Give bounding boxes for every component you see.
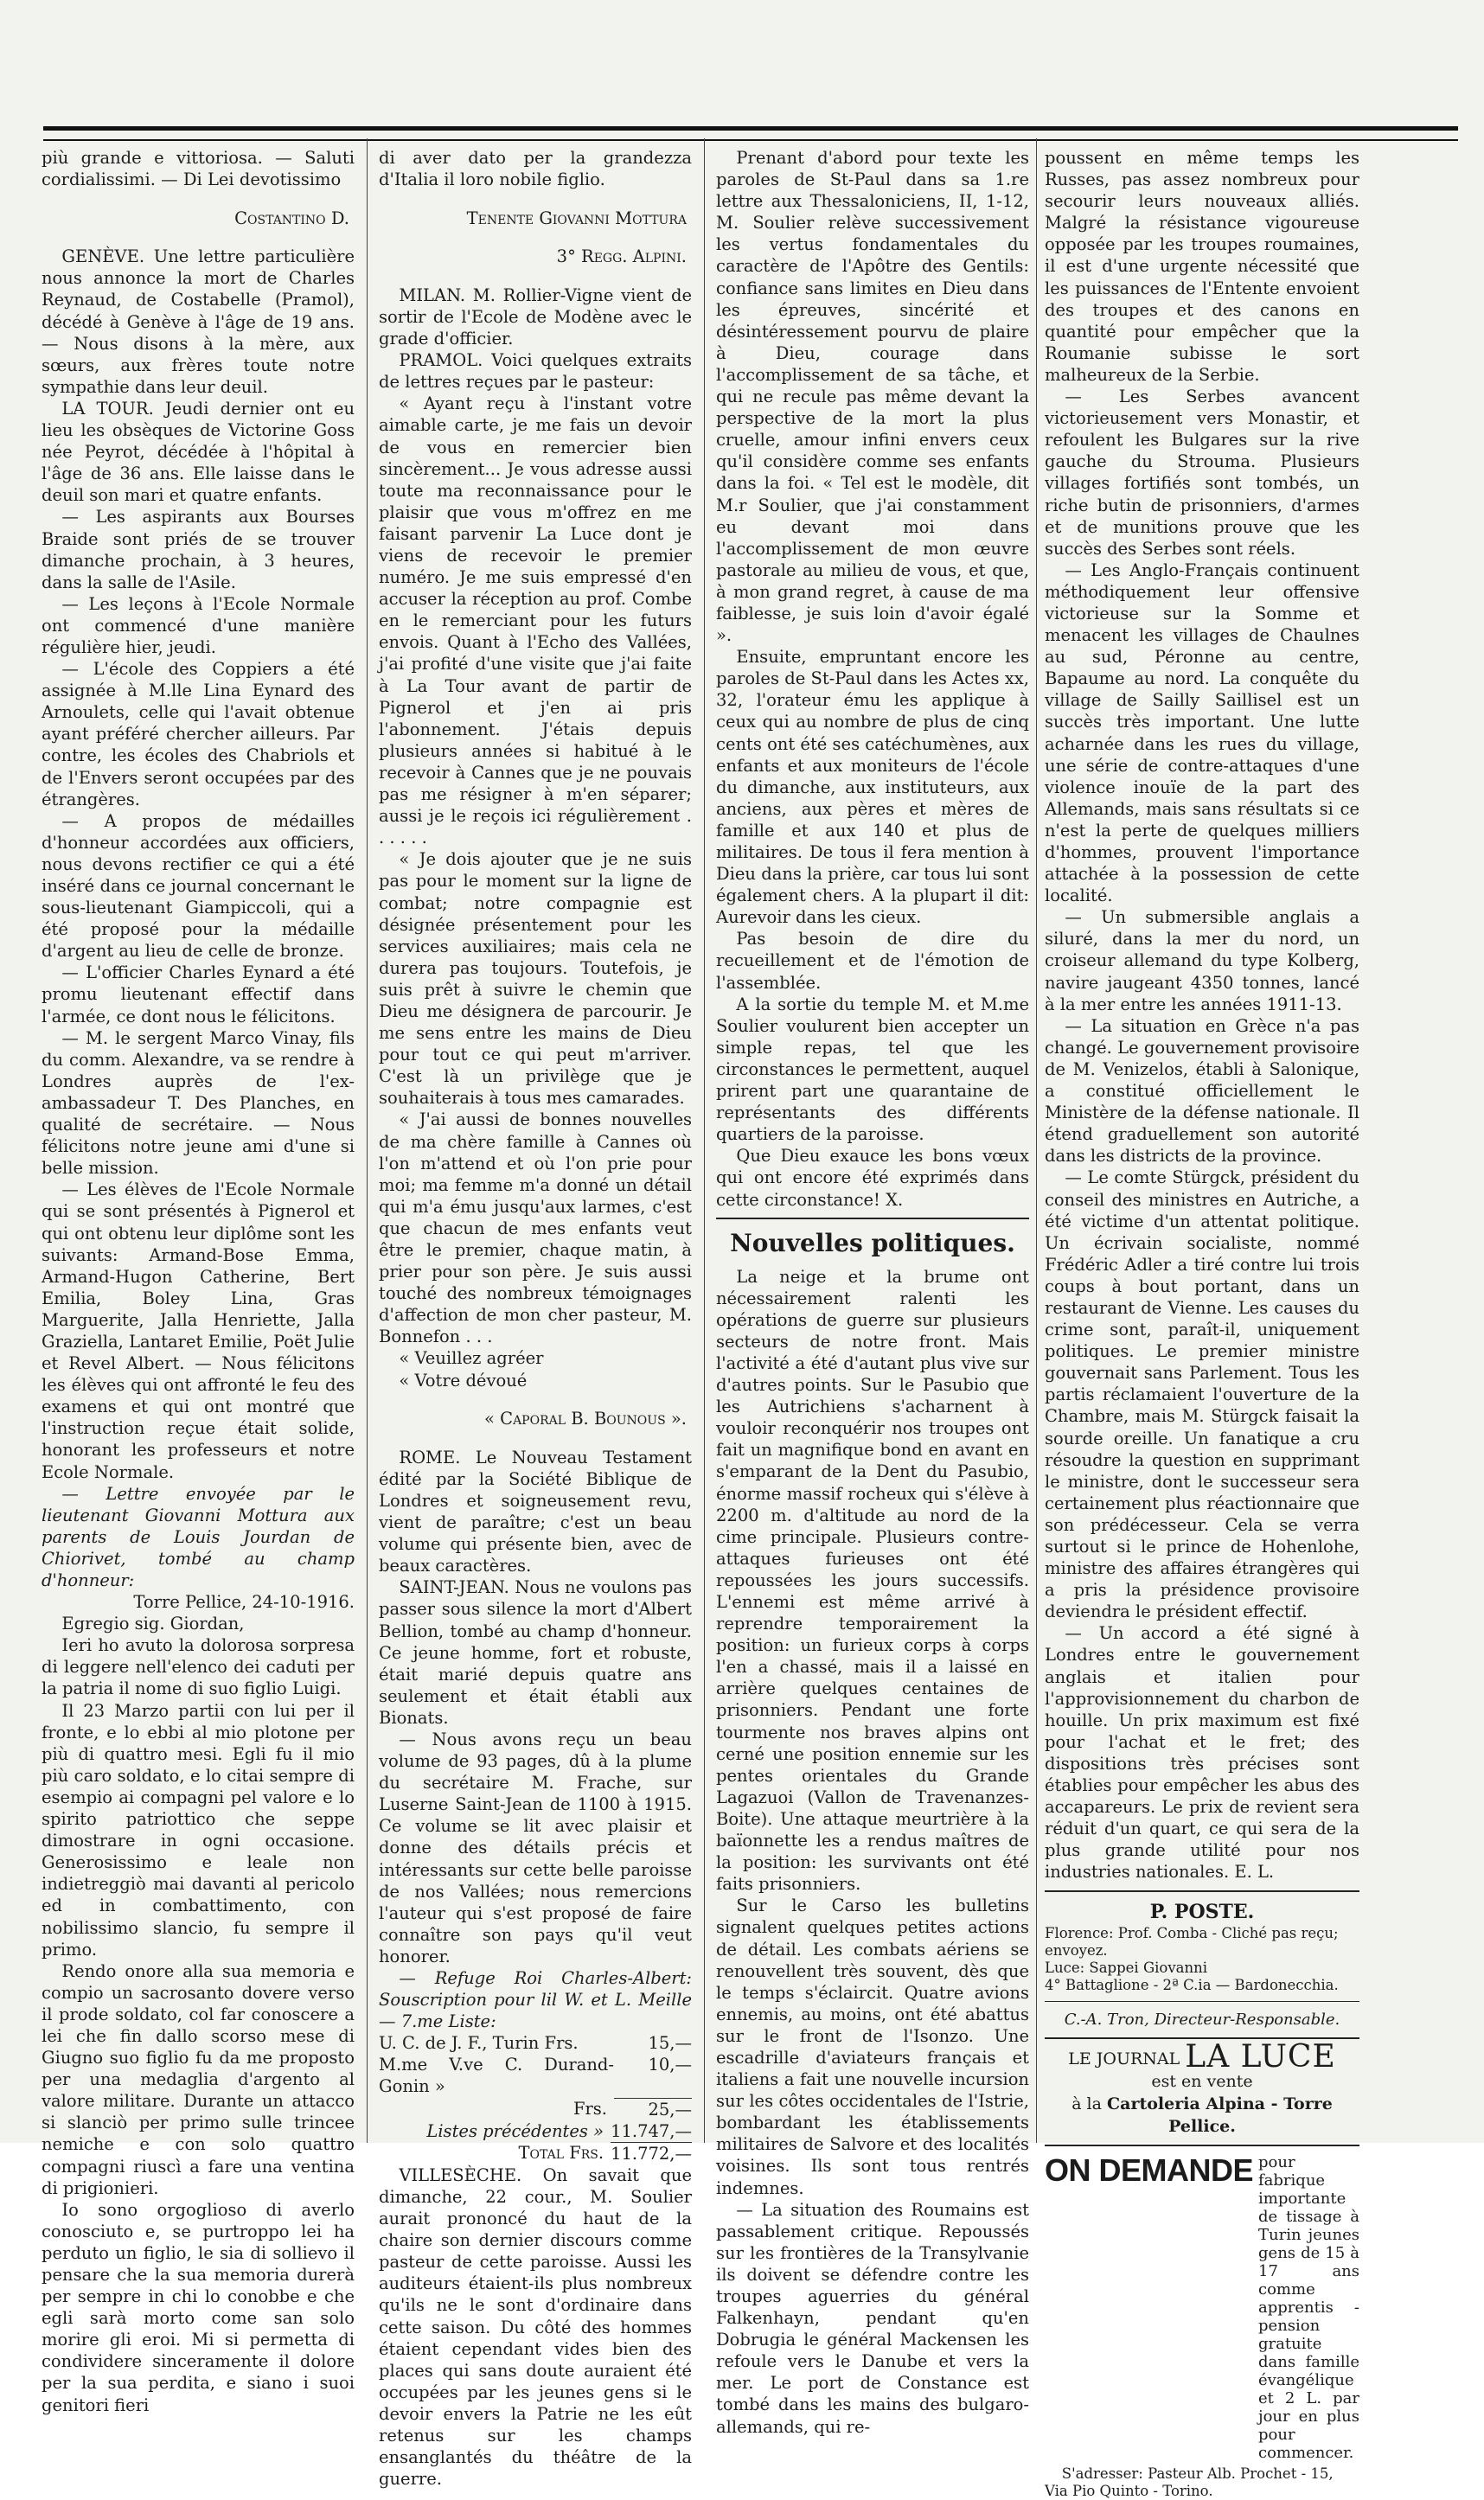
poste-notes xyxy=(1045,1925,1359,1994)
paragraph: Sur le Carso les bulletins signalent quelques petites actions de détail. Les combats aériens se renouvellent très souvent, dès que le temps s'éclaircit. Quatre avions ennemis, au moins, ont été abattus sur le front de l'Isonzo. Une escadrille d'aviateurs français et italiens a fait une nouvelle incursion sur les côtes occidentales de l'Istrie, bombardant les établissements militaires de Salvore et des localités voisines. Ils sont tous rentrés indemnes. xyxy=(716,1896,1029,2198)
poste-line: 4° Battaglione - 2ª C.ia — Bardonecchia. xyxy=(1045,1976,1339,1993)
la-luce-ad xyxy=(1045,2038,1359,2138)
header-rule xyxy=(43,126,1458,141)
subscription-amount: 10,— xyxy=(648,2055,692,2075)
subscription-amount: 11.772,— xyxy=(611,2143,692,2164)
paragraph: — Un submersible anglais a siluré, dans la mer du nord, un croiseur allemand du type Kolberg, navire jaugeant 4350 tonnes, lancé à la mer entre les années 1911-13. xyxy=(1045,907,1359,1014)
poste-line: Florence: Prof. Comba - Cliché pas reçu; envoyez. xyxy=(1045,1924,1339,1959)
paragraph: PRAMOL. Voici quelques extraits de lettres reçues par le pasteur: xyxy=(379,350,692,393)
subscription-label: M.me V.ve C. Durand-Gonin » xyxy=(379,2055,614,2097)
paragraph: più grande e vittoriosa. — Saluti cordialissimi. — Di Lei devotissimo xyxy=(42,148,355,190)
column-3 xyxy=(716,147,1029,2437)
ad-address: S'adresser: Pasteur Alb. Prochet - 15, Via Pio Quinto - Torino. xyxy=(1045,2465,1334,2499)
paragraph: — Un accord a été signé à Londres entre le gouvernement anglais et italien pour l'approvisionnement du charbon de houille. Un prix maximum est fixé pour l'achat et le fret; des dispositions très précises sont établies pour empêcher les abus des accapareurs. Le prix de revient sera réduit d'un quart, ce qui sera de la plus grande utilité pour nos industries nationales. E. L. xyxy=(1045,1623,1359,1883)
paragraph: — L'école des Coppiers a été assignée à M.lle Lina Eynard des Arnoulets, celle qui l'avait obtenue ayant préféré chercher ailleurs. Par contre, les écoles des Chabriols et de l'Envers seront occupées par des étrangères. xyxy=(42,659,355,809)
paragraph: « J'ai aussi de bonnes nouvelles de ma chère famille à Cannes où l'on m'attend et où l'on prie pour moi; ma femme m'a donné un détail qui m'a ému jusqu'aux larmes, c'est que chacun de mes enfants veut être le premier, chaque matin, à prier pour son père. Je suis aussi touché des nombreux témoignages d'affection de mon cher pasteur, M. Bonnefon . . . xyxy=(379,1109,692,1347)
subscription-amount: 25,— xyxy=(614,2098,692,2120)
divider xyxy=(1045,2145,1359,2146)
column-4 xyxy=(1045,147,1359,2499)
subscription-row xyxy=(379,2098,692,2120)
paragraph: — Le comte Stürgck, président du conseil des ministres en Autriche, a été victime d'un attentat politique. Un écrivain socialiste, nommé Frédéric Adler a tiré contre lui trois coups à bout portant, dans un restaurant de Vienne. Les causes du crime sont, paraît-il, uniquement politiques. Le premier ministre gouvernait sans Parlement. Tous les partis réclamaient l'ouverture de la Chambre, mais M. Stürgck faisait la sourde oreille. Un fanatique a cru résoudre la question en supprimant le ministre, dont le successeur sera certainement plus réactionnaire que son prédécesseur. Cela se verra surtout si le prince de Hohenlohe, ministre des affaires étrangères qui a pris la présidence provisoire deviendra le président effectif. xyxy=(1045,1167,1359,1622)
paragraph: « Je dois ajouter que je ne suis pas pour le moment sur la ligne de combat; notre compagnie est désignée présentement pour les services auxiliaires; mais cela ne durera pas toujours. Toutefois, je suis prêt à suivre le chemin que Dieu me désignera de parcourir. Je me sens entre les mains de Dieu pour tout ce qui peut m'arriver. C'est là un privilège que je souhaiterais à tous mes camarades. xyxy=(379,849,692,1109)
paragraph: — A propos de médailles d'honneur accordées aux officiers, nous devons rectifier ce qui a été inséré dans ce journal concernant le sous-lieutenant Giampiccoli, qui a été proposé pour la médaille d'argent au lieu de celle de bronze. xyxy=(42,810,355,962)
subscription-label: U. C. de J. F., Turin Frs. xyxy=(379,2033,579,2054)
ad-headline: ON DEMANDE xyxy=(1045,2152,1254,2188)
subscription-list xyxy=(379,2032,692,2164)
paragraph: — Les Serbes avancent victorieusement vers Monastir, et refoulent les Bulgares sur la rive gauche du Strouma. Plusieurs villages fortifiés sont tombés, un riche butin de prisonniers, d'armes et de munitions prouve que les succès des Serbes sont réels. xyxy=(1045,387,1359,559)
section-rule xyxy=(716,1218,1029,1219)
ad-shop: Cartoleria Alpina - Torre Pellice. xyxy=(1107,2094,1333,2136)
subscription-row xyxy=(379,2142,692,2164)
ad-text: LE JOURNAL xyxy=(1068,2049,1180,2068)
paragraph: — Nous avons reçu un beau volume de 93 pages, dû à la plume du secrétaire M. Frache, sur Luserne Saint-Jean de 1100 à 1915. Ce volume se lit avec plaisir et donne des détails précis et intéressants sur cette belle paroisse de nos Vallées; nous remercions l'auteur qui s'est proposé de faire connaître son pays qu'il veut honorer. xyxy=(379,1729,692,1966)
politics-heading: Nouvelles politiques. xyxy=(730,1228,1015,1257)
subscription-row xyxy=(379,2054,692,2097)
paragraph: Tenente Giovanni Mottura xyxy=(466,208,687,228)
paragraph: Que Dieu exauce les bons vœux qui ont encore été exprimés dans cette circonstance! X. xyxy=(716,1146,1029,1210)
poste-heading: P. POSTE. xyxy=(1149,1900,1255,1923)
subscription-amount: 11.747,— xyxy=(611,2120,692,2141)
subscription-row xyxy=(379,2032,692,2054)
on-demande-ad xyxy=(1045,2153,1359,2462)
section-rule xyxy=(1045,1890,1359,1892)
divider xyxy=(1045,2001,1359,2002)
paragraph: « Ayant reçu à l'instant votre aimable carte, je me fais un devoir de vous en remercier bien sincèrement... Je vous adresse aussi toute ma reconnaissance pour le plaisir que vous m'offrez en me faisant parvenir La Luce dont je viens de recevoir le premier numéro. Je me suis empressé d'en accuser la réception au prof. Combe en le remerciant pour les futurs envois. Quant à l'Echo des Vallées, j'ai profité d'une visite que j'ai faite à La Tour avant de partir de Pignerol et j'en ai pris l'abonnement. J'étais depuis plusieurs années si habitué à le recevoir à Cannes que je ne pouvais pas me résigner à m'en séparer; aussi je le reçois ici régulièrement . . . . . . xyxy=(379,393,692,848)
paragraph: Pas besoin de dire du recueillement et de l'émotion de l'assemblée. xyxy=(716,929,1029,993)
column-rule xyxy=(367,138,368,2143)
paragraph: — Les leçons à l'Ecole Normale ont commencé d'une manière régulière hier, jeudi. xyxy=(42,593,355,657)
paragraph: Ensuite, empruntant encore les paroles de St-Paul dans les Actes xx, 32, l'orateur ému les applique à ceux qui au nombre de plus de cinq cents ont été ses catéchumènes, aux enfants et aux moniteurs de l'école du dimanche, aux instituteurs, aux anciens, aux pères et mères de famille et aux 140 et plus de militaires. De tous il fera mention à Dieu dans la prière, car tous lui sont également chers. A la plupart il dit: Aurevoir dans les cieux. xyxy=(716,647,1029,928)
subscription-label: Listes précédentes » xyxy=(426,2120,604,2141)
ad-text: à la xyxy=(1071,2094,1102,2113)
paragraph: MILAN. M. Rollier-Vigne vient de sortir de l'Ecole de Modène avec le grade d'officier. xyxy=(379,285,692,349)
paragraph: Rendo onore alla sua memoria e compio un sacrosanto dovere verso il prode soldato, col far conoscere a lei che fin dallo scorso mese di Giugno suo figlio fu da me proposto per una medaglia d'argento al valore militare. Durante un attacco si slanciò per primo sulle trincee nemiche e con solo quattro compagni riuscì a fare una ventina di prigionieri. xyxy=(42,1960,355,2198)
paragraph: — Refuge Roi Charles-Albert: Souscription pour lil W. et L. Meille — 7.me Liste: xyxy=(379,1968,692,2032)
paragraph: — M. le sergent Marco Vinay, fils du comm. Alexandre, va se rendre à Londres auprès de l'ex-ambassadeur T. Des Planches, en qualité de secrétaire. — Nous félicitons notre jeune ami d'une si belle mission. xyxy=(42,1027,355,1179)
director-line: C.-A. Tron, Directeur-Responsable. xyxy=(1064,2010,1340,2029)
paragraph: 3° Regg. Alpini. xyxy=(556,246,687,267)
paragraph: « Caporal B. Bounous ». xyxy=(484,1409,687,1429)
paragraph: GENÈVE. Une lettre particulière nous annonce la mort de Charles Reynaud, de Costabelle (Pramol), décédé à Genève à l'âge de 19 ans. — Nous disons à la mère, aux sœurs, aux frères toute notre sympathie dans leur deuil. xyxy=(42,246,355,397)
paragraph: — Les élèves de l'Ecole Normale qui se sont présentés à Pignerol et qui ont obtenu leur diplôme sont les suivants: Armand-Bose Emma, Armand-Hugon Catherine, Bert Emilia, Boley Lina, Gras Marguerite, Jalla Henriette, Jalla Graziella, Lantaret Emilie, Poët Julie et Revel Albert. — Nous félicitons les élèves qui ont affronté le feu des examens et qui ont montré que l'instruction reçue était solide, honorant les professeurs et notre Ecole Normale. xyxy=(42,1180,355,1482)
column-rule xyxy=(704,138,705,2143)
paragraph: « Votre dévoué xyxy=(399,1370,528,1391)
subscription-amount: 15,— xyxy=(648,2033,692,2054)
paragraph: — La situation des Roumains est passablement critique. Repoussés sur les frontières de la Transylvanie ils doivent se défendre contre les troupes aguerries du général Falkenhayn, pendant qu'en Dobrugia le général Mackensen les refoule vers le Danube et vers la mer. Le port de Constance est tombé dans les mains des bulgaro-allemands, qui re- xyxy=(716,2199,1029,2437)
paragraph: — Les Anglo-Français continuent méthodiquement leur offensive victorieuse sur la Somme et menacent les villages de Chaulnes au sud, Péronne au centre, Bapaume au nord. La conquête du village de Sailly Saillisel est un succès très important. Une lutte acharnée dans les rues du village, une série de contre-attaques d'une violence inouïe de la part des Allemands, mais sans résultats si ce n'est la perte de quelques milliers d'hommes, prouvent l'importance attachée à la possession de cette localité. xyxy=(1045,559,1359,906)
paragraph: poussent en même temps les Russes, pas assez nombreux pour secourir leurs nouveaux alliés. Malgré la résistance vigoureuse opposée par les troupes roumaines, il est d'une urgente nécessité que les puissances de l'Entente envoient des troupes et des canons en quantité pour empêcher que la Roumanie subisse le sort malheureux de la Serbie. xyxy=(1045,148,1359,385)
paragraph: Costantino D. xyxy=(234,208,349,228)
column-1 xyxy=(42,147,355,2415)
paragraph: Ieri ho avuto la dolorosa sorpresa di leggere nell'elenco dei caduti per la patria il nome di suo figlio Luigi. xyxy=(42,1635,355,1699)
paragraph: Egregio sig. Giordan, xyxy=(61,1614,245,1634)
paragraph: ROME. Le Nouveau Testament édité par la Société Biblique de Londres et soigneusement revu, vient de paraître; c'est un beau volume qui présente bien, avec de beaux caractères. xyxy=(379,1447,692,1576)
ad-title: LA LUCE xyxy=(1185,2038,1336,2075)
paragraph: Torre Pellice, 24-10-1916. xyxy=(133,1592,355,1613)
subscription-label: Frs. xyxy=(572,2098,607,2119)
paragraph: — La situation en Grèce n'a pas changé. Le gouvernement provisoire de M. Venizelos, établi à Salonique, a constitué officiellement le Ministère de la défense nationale. Il étend graduellement son autorité dans les districts de la province. xyxy=(1045,1015,1359,1167)
paragraph: — Lettre envoyée par le lieutenant Giovanni Mottura aux parents de Louis Jourdan de Chiorivet, tombé au champ d'honneur: xyxy=(42,1483,355,1590)
column-rule xyxy=(1036,138,1037,2143)
poste-line: Luce: Sappei Giovanni xyxy=(1045,1959,1208,1976)
paragraph: di aver dato per la grandezza d'Italia il loro nobile figlio. xyxy=(379,148,692,190)
subscription-row xyxy=(379,2120,692,2142)
paragraph: LA TOUR. Jeudi dernier ont eu lieu les obsèques de Victorine Goss née Peyrot, décédée à l'hôpital à l'âge de 36 ans. Elle laisse dans le deuil son mari et quatre enfants. xyxy=(42,398,355,506)
subscription-label: Total Frs. xyxy=(518,2142,604,2163)
paragraph: Il 23 Marzo partii con lui per il fronte, e lo ebbi al mio plotone per più di quattro mesi. Egli fu il mio più caro soldato, e lo citai sempre di esempio ai compagni pel valore e lo spirito patriottico che seppe dimostrare in ogni occasione. Generosissimo e leale non indietreggiò mai davanti al pericolo ed in combattimento, con nobilissimo slancio, fu sempre il primo. xyxy=(42,1700,355,1960)
ad-body: pour fabrique importante de tissage à Turin jeunes gens de 15 à 17 ans comme apprentis - pension gratuite dans famille évangélique et 2 L. par jour en plus pour commencer. xyxy=(1258,2152,1359,2462)
paragraph: — L'officier Charles Eynard a été promu lieutenant effectif dans l'armée, ce dont nous le félicitons. xyxy=(42,962,355,1026)
paragraph: « Veuillez agréer xyxy=(399,1348,544,1369)
paragraph: Prenant d'abord pour texte les paroles de St-Paul dans sa 1.re lettre aux Thessaloniciens, II, 1-12, M. Soulier relève successivement les vertus fondamentales du caractère de l'Apôtre des Gentils: confiance sans limites en Dieu dans les épreuves, sincérité et désintéressement pourvu de plaire à Dieu, courage dans l'accomplissement de sa tâche, et qui ne recule pas même devant la perspective de la mort la plus cruelle, amour infini envers ceux qu'il considère comme ses enfants dans la foi. « Tel est le modèle, dit M.r Soulier, que j'ai constamment eu devant moi dans l'accomplissement de mon œuvre pastorale au milieu de vous, et que, à mon grand regret, à cause de ma faiblesse, je suis loin d'avoir égalé ». xyxy=(716,148,1029,646)
paragraph: SAINT-JEAN. Nous ne voulons pas passer sous silence la mort d'Albert Bellion, tombé au champ d'honneur. Ce jeune homme, fort et robuste, était marié depuis quatre ans seulement et était établi aux Bionats. xyxy=(379,1577,692,1728)
paragraph: Io sono orgoglioso di averlo conosciuto e, se purtroppo lei ha perduto un figlio, le sia di sollievo il pensare che la sua memoria durerà per sempre in chi lo conobbe e che egli sarà morto come san solo morire gli eroi. Mi si permetta di condividere sinceramente il dolore per la sua perdita, e siano i suoi genitori fieri xyxy=(42,2199,355,2415)
paragraph: La neige et la brume ont nécessairement ralenti les opérations de guerre sur plusieurs secteurs de notre front. Mais l'activité a été d'autant plus vive sur d'autres points. Sur le Pasubio que les Autrichiens s'acharnent à vouloir reconquérir nos troupes ont fait un magnifique bond en avant en s'emparant de la Dent du Pasubio, énorme massif rocheux qui s'élève à 2200 m. d'altitude au nord de la cime principale. Plusieurs contre-attaques furieuses ont été repoussées les jours successifs. L'ennemi est même arrivé à reprendre temporairement la position: un furieux corps à corps l'en a chassé, mais il a laissé en arrière quelques centaines de prisonniers. Pendant une forte tourmente nos braves alpins ont cerné une position ennemie sur les pentes orientales du Grande Lagazuoi (Vallon de Travenanzes-Boite). Une attaque meurtrière à la baïonnette les a rendus maîtres de la position: les survivants ont été faits prisonniers. xyxy=(716,1266,1029,1895)
paragraph: A la sortie du temple M. et M.me Soulier voulurent bien accepter un simple repas, tel que les circonstances le permettent, auquel prirent part une quarantaine de représentants des différents quartiers de la paroisse. xyxy=(716,994,1029,1145)
paragraph: VILLESÈCHE. On savait que dimanche, 22 cour., M. Soulier aurait prononcé du haut de la chaire son dernier discours comme pasteur de cette paroisse. Aussi les auditeurs étaient-ils plus nombreux qu'ils ne le sont d'ordinaire dans cette saison. Du côté des hommes étaient cependant vides bien des places qui sans doute auraient été occupées par les jeunes gens si le devoir envers la Patrie ne les eût retenus sur les champs ensanglantés du théâtre de la guerre. xyxy=(379,2164,692,2490)
paragraph: — Les aspirants aux Bourses Braide sont priés de se trouver dimanche prochain, à 3 heures, dans la salle de l'Asile. xyxy=(42,507,355,592)
column-2 xyxy=(379,147,692,2490)
ad-text: est en vente xyxy=(1151,2071,1253,2091)
